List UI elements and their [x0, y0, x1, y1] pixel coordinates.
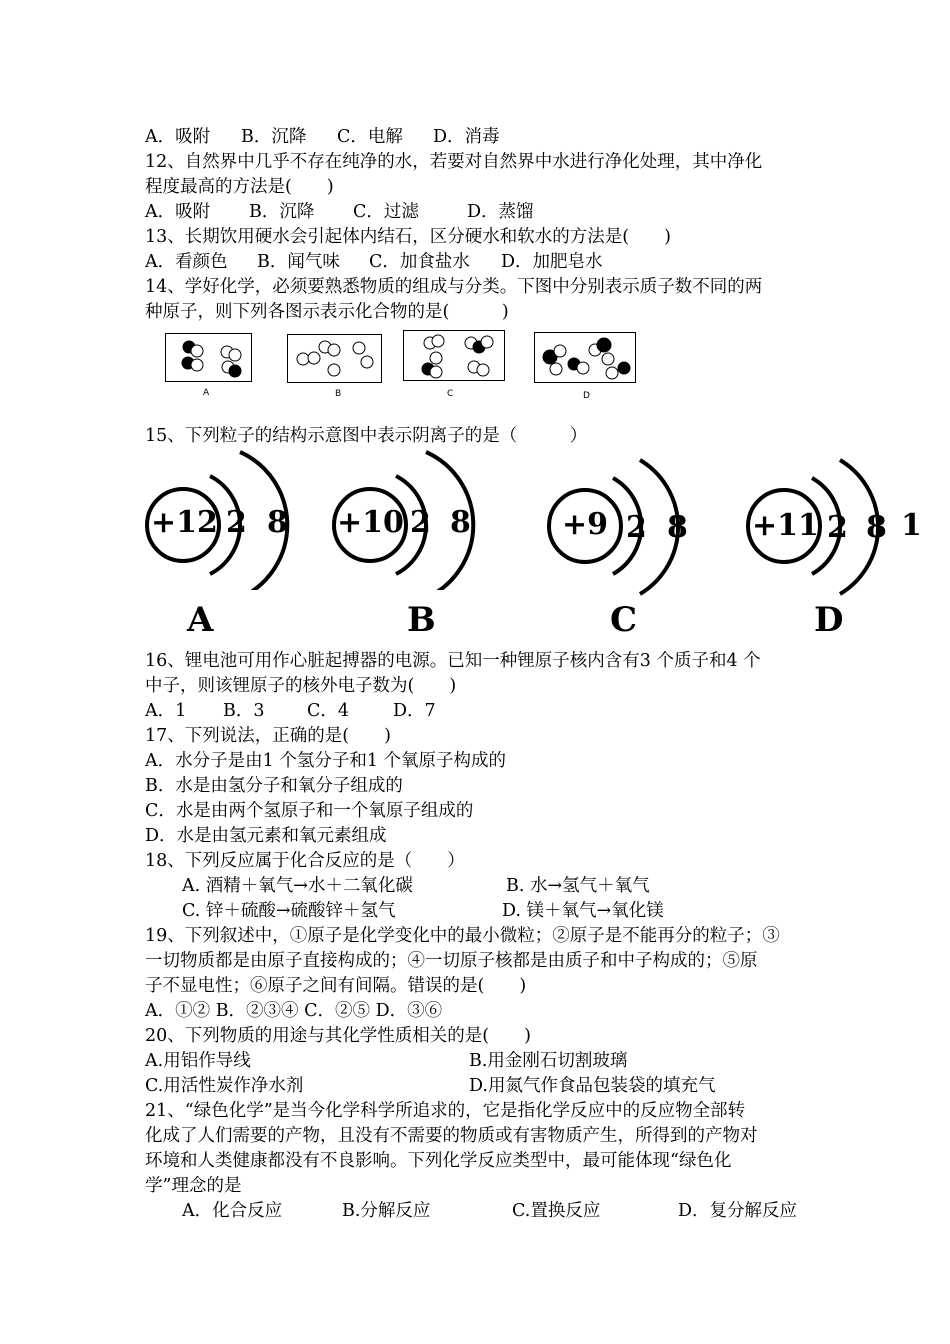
atom-b-shell-1: 2 — [410, 505, 431, 540]
q12-option-a: A．吸附 — [145, 202, 211, 222]
q12-option-d: D．蒸馏 — [467, 202, 534, 222]
atom-c-shell-2: 8 — [667, 510, 688, 545]
q20-option-c: C.用活性炭作净水剂 — [145, 1076, 304, 1096]
q14-box-a — [165, 333, 252, 382]
q12-option-b: B．沉降 — [249, 202, 315, 222]
q19-options: A．①② B．②③④ C．②⑤ D．③⑥ — [145, 1001, 443, 1021]
q17-option-d: D．水是由氢元素和氧元素组成 — [145, 826, 387, 846]
q16-option-b: B．3 — [223, 701, 265, 721]
q18-options-row1 — [182, 875, 650, 897]
q14-label-a: A — [203, 388, 210, 398]
q16-stem-line2: 中子，则该锂原子的核外电子数为( ) — [145, 676, 457, 696]
q17-stem: 17、下列说法，正确的是( ) — [145, 726, 391, 746]
atom-d-shell-1: 2 — [827, 510, 848, 545]
atom-a-shell-2: 8 — [267, 505, 288, 540]
q13-option-c: C．加食盐水 — [369, 252, 470, 272]
q19-stem-line1: 19、下列叙述中，①原子是化学变化中的最小微粒；②原子是不能再分的粒子；③ — [145, 926, 780, 946]
q16-option-c: C．4 — [307, 701, 350, 721]
q14-box-d-particles — [535, 333, 635, 382]
q16-stem-line1: 16、锂电池可用作心脏起搏器的电源。已知一种锂原子核内含有3 个质子和4 个 — [145, 651, 761, 671]
atom-d-nucleus: +11 — [752, 508, 819, 543]
q11-option-d: D．消毒 — [433, 127, 500, 147]
atom-b-label: B — [407, 600, 436, 640]
q20-option-d: D.用氮气作食品包装袋的填充气 — [469, 1076, 716, 1096]
q14-stem-line1: 14、学好化学，必须要熟悉物质的组成与分类。下图中分别表示质子数不同的两 — [145, 277, 763, 297]
q11-options — [145, 126, 500, 148]
q14-label-b: B — [335, 389, 342, 399]
q13-option-d: D．加肥皂水 — [501, 252, 603, 272]
q17-option-a: A．水分子是由1 个氢分子和1 个氧原子构成的 — [145, 751, 507, 771]
q21-option-a: A．化合反应 — [182, 1201, 283, 1221]
q12-stem-line2: 程度最高的方法是( ) — [145, 177, 334, 197]
atom-c-nucleus: +9 — [562, 507, 609, 542]
q21-option-c: C.置换反应 — [512, 1201, 601, 1221]
q19-stem-line2: 一切物质都是由原子直接构成的；④一切原子核都是由质子和中子构成的；⑤原 — [145, 951, 758, 971]
q14-box-a-particles — [166, 334, 251, 381]
q18-stem: 18、下列反应属于化合反应的是（ ） — [145, 851, 465, 871]
atom-d-label: D — [814, 600, 844, 640]
q21-stem-line4: 学”理念的是 — [145, 1176, 242, 1196]
q16-option-d: D．7 — [393, 701, 436, 721]
q14-label-c: C — [447, 389, 454, 399]
q13-option-b: B．闻气味 — [257, 252, 340, 272]
q21-option-b: B.分解反应 — [342, 1201, 431, 1221]
atom-d-shell-3: 1 — [901, 508, 922, 543]
q12-option-c: C．过滤 — [353, 202, 419, 222]
atom-a-label: A — [187, 600, 214, 640]
q19-stem-line3: 子不显电性；⑥原子之间有间隔。错误的是( ) — [145, 976, 527, 996]
q11-option-c: C．电解 — [337, 127, 403, 147]
q21-option-d: D．复分解反应 — [678, 1201, 798, 1221]
atom-d-shell-2: 8 — [866, 510, 887, 545]
q18-option-c: C. 锌＋硫酸→硫酸锌＋氢气 — [182, 901, 396, 921]
q20-options-row1 — [145, 1050, 627, 1072]
q20-options-row2 — [145, 1075, 715, 1097]
q18-option-a: A. 酒精＋氧气→水＋二氧化碳 — [182, 876, 413, 896]
q17-option-c: C．水是由两个氢原子和一个氧原子组成的 — [145, 801, 474, 821]
q11-option-a: A．吸附 — [145, 127, 211, 147]
q12-options — [145, 201, 534, 223]
q16-options — [145, 700, 436, 722]
q20-option-b: B.用金刚石切割玻璃 — [469, 1051, 628, 1071]
atom-c-shell-1: 2 — [626, 510, 647, 545]
atom-a-shell-1: 2 — [226, 505, 247, 540]
atom-b-shell-2: 8 — [450, 505, 471, 540]
q14-box-c-particles — [404, 331, 504, 380]
atom-c-label: C — [610, 600, 638, 640]
q18-option-b: B. 水→氢气＋氧气 — [506, 876, 650, 896]
q16-option-a: A．1 — [145, 701, 187, 721]
q12-stem-line1: 12、自然界中几乎不存在纯净的水，若要对自然界中水进行净化处理，其中净化 — [145, 152, 763, 172]
q21-stem-line1: 21、“绿色化学”是当今化学科学所追求的，它是指化学反应中的反应物全部转 — [145, 1101, 746, 1121]
q20-option-a: A.用铝作导线 — [145, 1051, 251, 1071]
q11-option-b: B．沉降 — [241, 127, 307, 147]
q18-option-d: D. 镁＋氧气→氧化镁 — [502, 901, 664, 921]
q20-stem: 20、下列物质的用途与其化学性质相关的是( ) — [145, 1026, 531, 1046]
atom-b-nucleus: +10 — [337, 505, 404, 540]
q14-stem-line2: 种原子，则下列各图示表示化合物的是( ) — [145, 302, 509, 322]
q21-options — [182, 1200, 797, 1222]
q14-box-c — [403, 330, 505, 381]
q13-stem: 13、长期饮用硬水会引起体内结石，区分硬水和软水的方法是( ) — [145, 227, 671, 247]
q14-box-d — [534, 332, 636, 383]
q21-stem-line2: 化成了人们需要的产物，且没有不需要的物质或有害物质产生，所得到的产物对 — [145, 1126, 758, 1146]
q14-label-d: D — [583, 391, 590, 401]
q14-box-b — [287, 334, 382, 383]
q21-stem-line3: 环境和人类健康都没有不良影响。下列化学反应类型中，最可能体现“绿色化 — [145, 1151, 732, 1171]
q13-options — [145, 251, 603, 273]
q14-box-b-particles — [288, 335, 381, 382]
q13-option-a: A．看颜色 — [145, 252, 228, 272]
atom-a-nucleus: +12 — [151, 505, 218, 540]
q18-options-row2 — [182, 900, 664, 922]
q17-option-b: B．水是由氢分子和氧分子组成的 — [145, 776, 403, 796]
q15-stem: 15、下列粒子的结构示意图中表示阴离子的是（ ） — [145, 426, 588, 446]
